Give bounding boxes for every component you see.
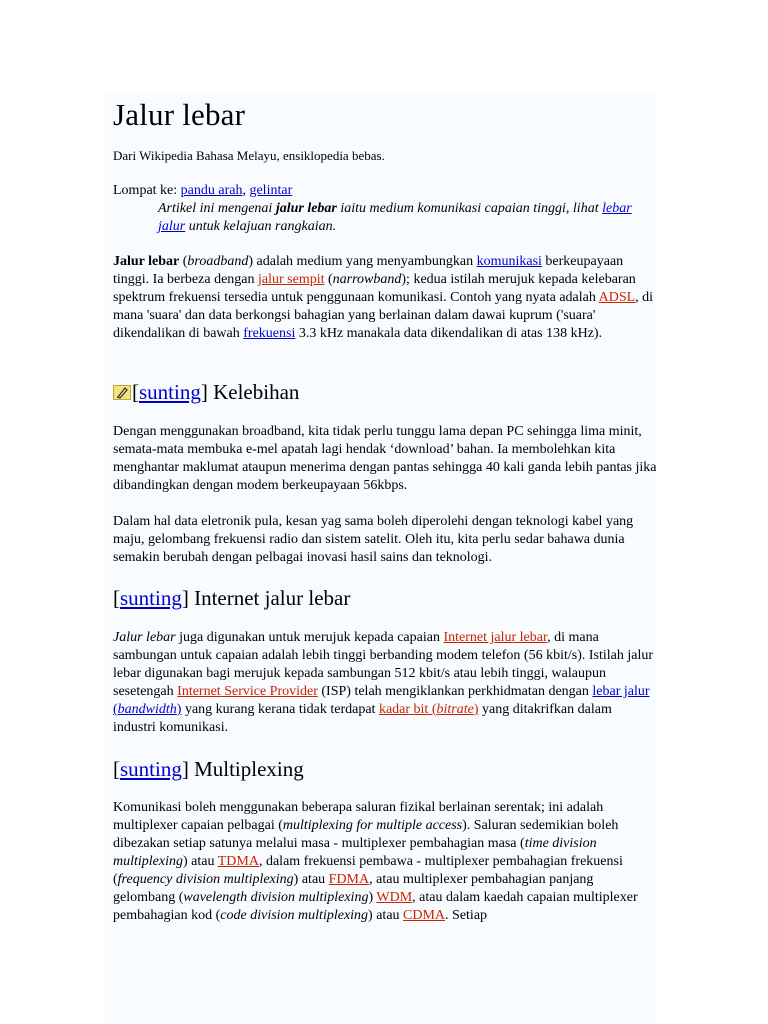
section-paragraph	[113, 629, 656, 737]
text: ) adalah medium yang menyambungkan	[248, 254, 477, 269]
text: ) atau	[368, 908, 404, 923]
text-italic: frequency division multiplexing	[117, 872, 294, 887]
section-heading-multiplexing: [sunting] Multiplexing	[113, 757, 304, 781]
jump-nav-link[interactable]: pandu arah	[180, 183, 243, 198]
text: (	[324, 272, 333, 287]
section-heading-internet: [sunting] Internet jalur lebar	[113, 586, 351, 610]
link-part-italic: bandwidth	[117, 702, 177, 717]
link-part: kadar bit (	[378, 702, 437, 717]
text: , di mana sambungan untuk capaian adalah lebih tinggi berbanding modem telefon (56 kbit/s). Istilah jalur lebar digunakan bagi merujuk kepada sambungan 512 kbit/s atau lebih tinggi, walaupun sesetengah	[113, 630, 654, 699]
text-italic: narrowband	[332, 272, 402, 287]
link-internet-jalur-lebar[interactable]: Internet jalur lebar	[443, 630, 548, 645]
text-italic: time division multiplexing	[113, 836, 597, 869]
edit-link-kelebihan[interactable]: sunting	[139, 380, 201, 404]
text: )	[368, 890, 377, 905]
link-jalur-sempit[interactable]: jalur sempit	[258, 272, 325, 287]
site-subtitle: Dari Wikipedia Bahasa Melayu, ensiklopedia bebas.	[113, 148, 385, 163]
dab-link[interactable]: lebar jalur	[158, 201, 632, 234]
text: (ISP) telah mengiklankan perkhidmatan dengan	[317, 684, 593, 699]
link-komunikasi[interactable]: komunikasi	[476, 254, 542, 269]
link-part: )	[176, 702, 182, 717]
section-paragraph: Dengan menggunakan broadband, kita tidak perlu tunggu lama depan PC sehingga lima minit, semata-mata membuka e-mel apatah lagi hendak ‘download’ bahan. Ia membolehkan kita menghantar maklumat ataupun menerima dengan pantas sehingga 40 kali ganda lebih pantas jika dibandingkan dengan modem berkeupayaan 56kbps.	[113, 424, 656, 493]
jump-to-bar	[113, 182, 292, 200]
text: . Setiap	[445, 908, 488, 923]
section-heading-kelebihan: [sunting] Kelebihan	[113, 379, 299, 405]
heading-text: Kelebihan	[213, 380, 300, 404]
link-frekuensi[interactable]: frekuensi	[243, 326, 296, 341]
pencil-icon	[113, 385, 131, 400]
text: juga digunakan untuk merujuk kepada capaian	[175, 630, 444, 645]
edit-link-multiplexing[interactable]: sunting	[120, 757, 182, 781]
dab-text: untuk kelajuan rangkaian.	[185, 219, 337, 234]
jump-label: Lompat ke:	[113, 183, 181, 198]
article-page	[104, 92, 656, 1024]
text-italic: multiplexing for multiple access	[282, 818, 463, 833]
heading-text: Multiplexing	[194, 757, 304, 781]
text: ) atau	[293, 872, 329, 887]
link-wdm[interactable]: WDM	[376, 890, 413, 905]
text: ). Saluran sedemikian boleh dibezakan setiap satunya melalui masa - multiplexer pembahagian masa (	[113, 818, 619, 851]
link-adsl[interactable]: ADSL	[598, 290, 636, 305]
text: , di mana 'suara' dan data berkongsi bahagian yang berlainan dalam dawai kuprum ('suara' dikendalikan di bawah	[113, 290, 654, 341]
intro-paragraph	[113, 253, 656, 343]
text: ); kedua istilah merujuk kepada kelebaran spektrum frekuensi tersedia untuk penggunaan komunikasi. Contoh yang nyata adalah	[113, 272, 636, 305]
text: yang kurang kerana tidak terdapat	[181, 702, 379, 717]
text: ) atau	[183, 854, 218, 869]
text-italic: broadband	[187, 254, 249, 269]
link-tdma[interactable]: TDMA	[217, 854, 259, 869]
heading-text: Internet jalur lebar	[194, 586, 351, 610]
text: , dalam frekuensi pembawa - multiplexer pembahagian frekuensi (	[113, 854, 623, 887]
text-italic: code division multiplexing	[220, 908, 369, 923]
text: yang ditakrifkan dalam industri komunikasi.	[113, 702, 612, 735]
text: Komunikasi boleh menggunakan beberapa saluran fizikal berlainan serentak; ini adalah multiplexer capaian pelbagai (	[113, 800, 604, 833]
text: , atau multiplexer pembahagian panjang gelombang (	[113, 872, 594, 905]
dab-bold: jalur lebar	[275, 201, 337, 216]
text-italic: Jalur lebar	[113, 630, 176, 645]
edit-link-internet[interactable]: sunting	[120, 586, 182, 610]
page-title: Jalur lebar	[113, 97, 246, 132]
section-paragraph: Dalam hal data eletronik pula, kesan yag sama boleh diperolehi dengan teknologi kabel yang maju, gelombang frekuensi radio dan sistem satelit. Oleh itu, kita perlu sedar bahawa dunia semakin berubah dengan pelbagai inovasi hasil sains dan teknologi.	[113, 514, 634, 565]
disambiguation-note	[158, 200, 648, 236]
dab-text: iaitu medium komunikasi capaian tinggi, lihat	[336, 201, 603, 216]
dab-text: Artikel ini mengenai	[158, 201, 276, 216]
text-italic: wavelength division multiplexing	[183, 890, 369, 905]
text: berkeupayaan tinggi. Ia berbeza dengan	[113, 254, 624, 287]
intro-bold: Jalur lebar	[113, 254, 180, 269]
text: , atau dalam kaedah capaian multiplexer pembahagian kod (	[113, 890, 638, 923]
link-part: lebar jalur (	[113, 684, 650, 717]
text: 3.3 kHz manakala data dikendalikan di atas 138 kHz).	[295, 326, 603, 341]
jump-search-link[interactable]: gelintar	[249, 183, 293, 198]
section-paragraph	[113, 799, 656, 925]
link-fdma[interactable]: FDMA	[328, 872, 370, 887]
link-part-italic: bitrate	[436, 702, 474, 717]
jump-separator: ,	[242, 183, 250, 198]
link-cdma[interactable]: CDMA	[403, 908, 446, 923]
text: (	[179, 254, 188, 269]
link-part: )	[473, 702, 479, 717]
link-kadar-bit[interactable]	[379, 702, 479, 717]
link-isp[interactable]: Internet Service Provider	[177, 684, 318, 699]
